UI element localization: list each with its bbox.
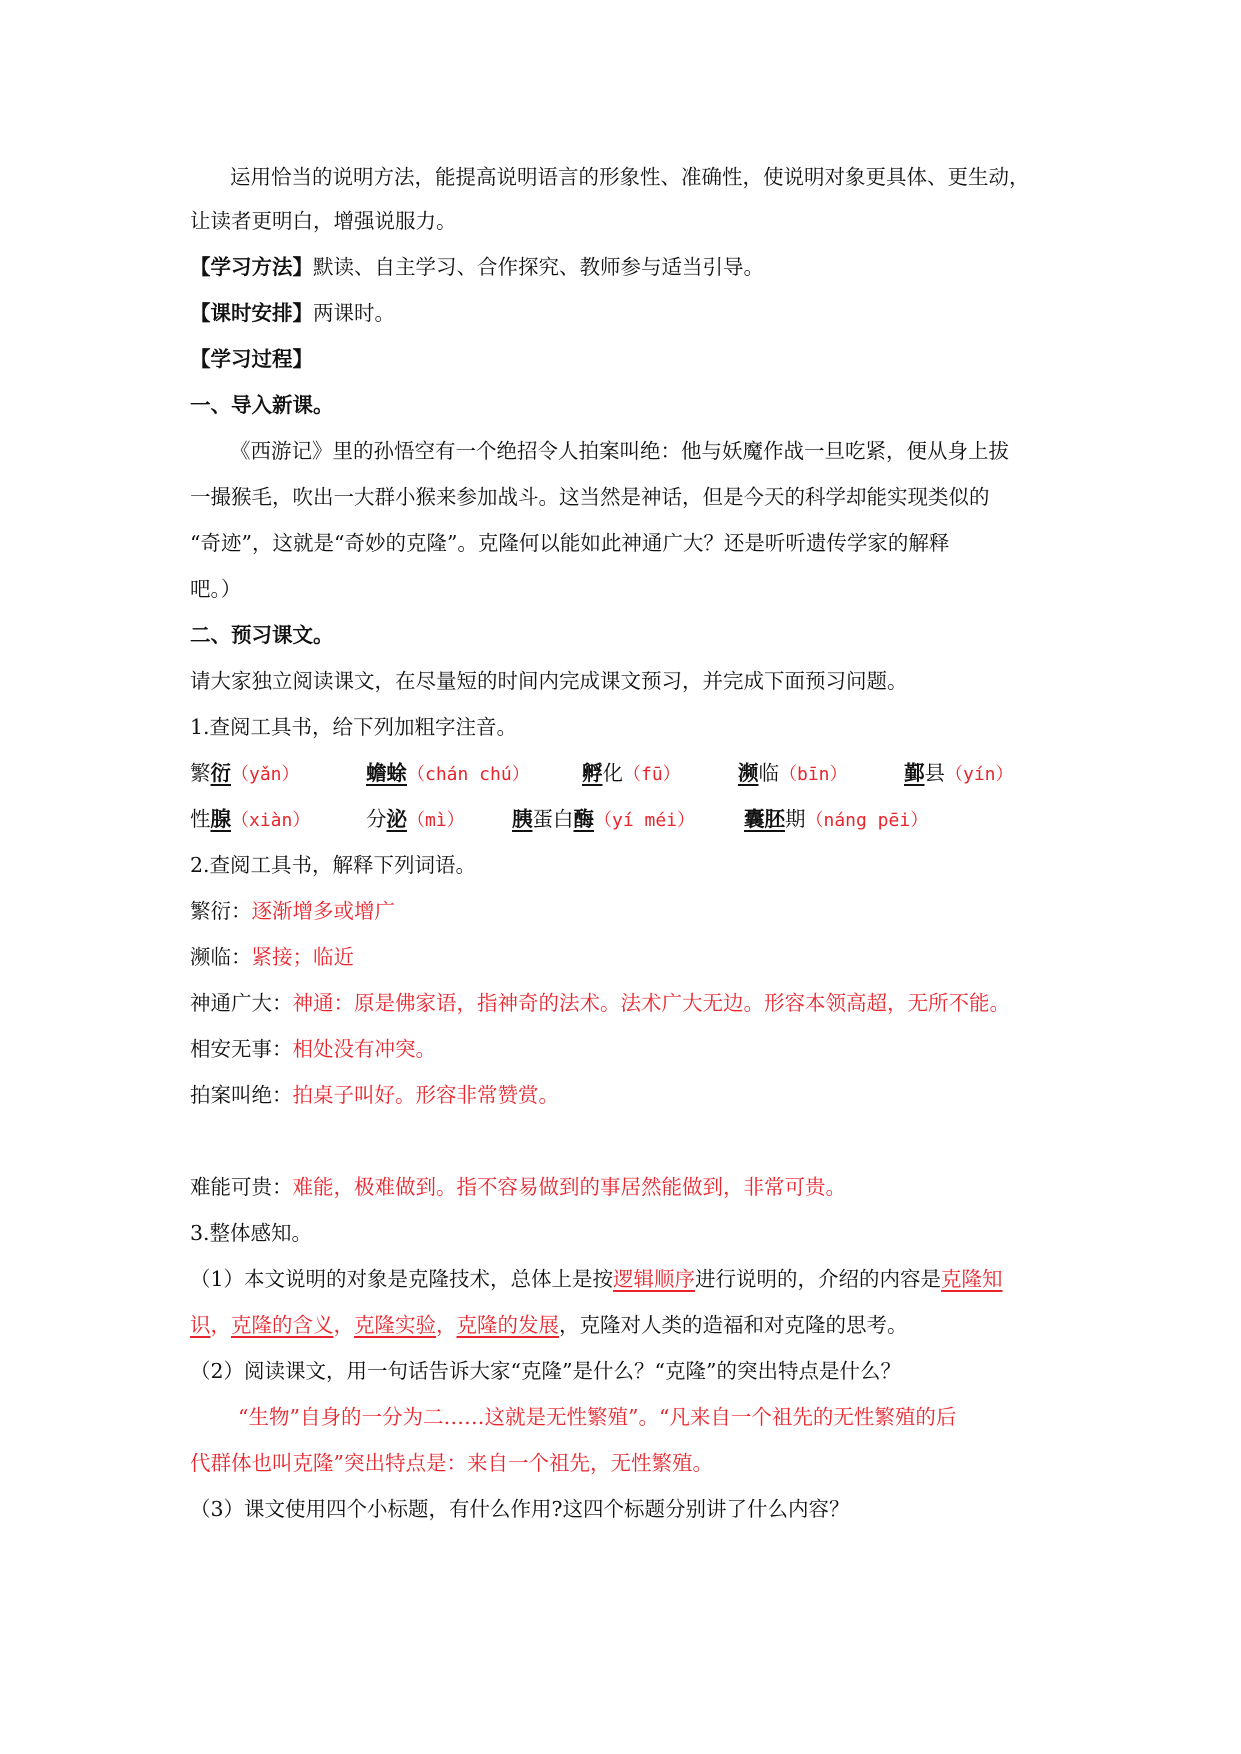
pinyin-item: 蟾蜍（chán chú） (366, 761, 530, 785)
intro-line-2: 让读者更明白，增强说服力。 (190, 209, 457, 233)
term-row: 相安无事：相处没有冲突。 (190, 1037, 436, 1061)
section1-heading: 一、导入新课。 (190, 393, 334, 417)
class-schedule-text: 两课时。 (313, 301, 395, 325)
pinyin-item: 囊胚期（náng pēi） (744, 807, 929, 831)
section1-line-3: “奇迹”，这就是“奇妙的克隆”。克隆何以能如此神通广大？还是听听遗传学家的解释 (190, 531, 950, 555)
term-row: 濒临：紧接；临近 (190, 945, 354, 969)
pinyin-item: 繁衍（yǎn） (190, 761, 300, 785)
pinyin-item: 鄞县（yín） (904, 761, 1014, 785)
answer-3-2-line-2: 代群体也叫克隆”突出特点是：来自一个祖先，无性繁殖。 (190, 1451, 713, 1475)
class-schedule (190, 298, 1070, 328)
study-method-label: 【学习方法】 (190, 255, 313, 279)
term-row: 繁衍：逐渐增多或增广 (190, 899, 395, 923)
question-3-3: （3）课文使用四个小标题，有什么作用?这四个标题分别讲了什么内容？ (190, 1497, 850, 1521)
question-3-2: （2）阅读课文，用一句话告诉大家“克隆”是什么？“克隆”的突出特点是什么？ (190, 1359, 901, 1383)
pinyin-item: 孵化（fū） (582, 761, 681, 785)
answer-3-2-line-1: “生物”自身的一分为二……这就是无性繁殖”。“凡来自一个祖先的无性繁殖的后 (238, 1405, 957, 1429)
term-row: 难能可贵：难能，极难做到。指不容易做到的事居然能做到，非常可贵。 (190, 1175, 846, 1199)
section1-line-4: 吧。） (190, 577, 242, 601)
pinyin-item: 胰蛋白酶（yí méi） (512, 807, 696, 831)
study-method-text: 默读、自主学习、合作探究、教师参与适当引导。 (313, 255, 764, 279)
section2-heading: 二、预习课文。 (190, 623, 334, 647)
study-method (190, 252, 1070, 282)
section2-instruction: 请大家独立阅读课文，在尽量短的时间内完成课文预习，并完成下面预习问题。 (190, 669, 908, 693)
question-1: 1.查阅工具书，给下列加粗字注音。 (190, 715, 518, 739)
section1-line-2: 一撮猴毛，吹出一大群小猴来参加战斗。这当然是神话，但是今天的科学却能实现类似的 (190, 485, 990, 509)
pinyin-item: 分泌（mì） (366, 807, 465, 831)
question-3-1-line-1: （1）本文说明的对象是克隆技术，总体上是按逻辑顺序进行说明的，介绍的内容是克隆知 (190, 1267, 1003, 1291)
question-3: 3.整体感知。 (190, 1221, 313, 1245)
pinyin-item: 性腺（xiàn） (190, 807, 311, 831)
term-row: 拍案叫绝：拍桌子叫好。形容非常赞赏。 (190, 1083, 559, 1107)
section1-line-1: 《西游记》里的孙悟空有一个绝招令人拍案叫绝：他与妖魔作战一旦吃紧，便从身上拔 (230, 439, 1009, 463)
term-row: 神通广大：神通：原是佛家语，指神奇的法术。法术广大无边。形容本领高超，无所不能。 (190, 991, 1010, 1015)
intro-line-1: 运用恰当的说明方法，能提高说明语言的形象性、准确性，使说明对象更具体、更生动， (230, 165, 1030, 189)
study-process-label: 【学习过程】 (190, 347, 313, 371)
question-3-1-line-2: 识，克隆的含义，克隆实验，克隆的发展，克隆对人类的造福和对克隆的思考。 (190, 1313, 908, 1337)
class-schedule-label: 【课时安排】 (190, 301, 313, 325)
pinyin-item: 濒临（bīn） (738, 761, 848, 785)
question-2: 2.查阅工具书，解释下列词语。 (190, 853, 477, 877)
